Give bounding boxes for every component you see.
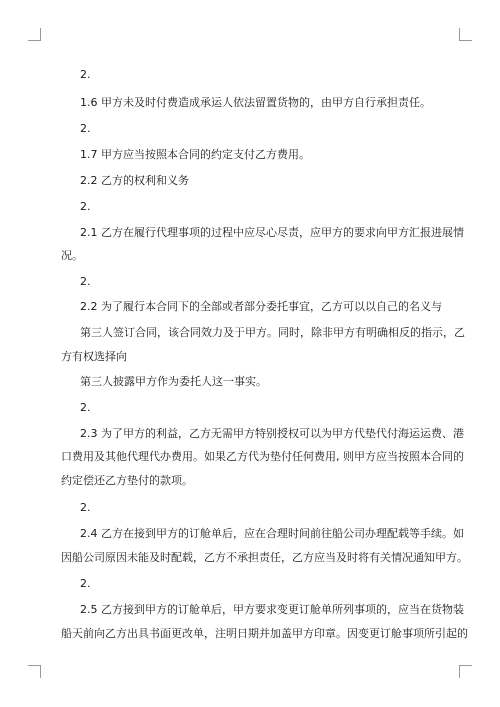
text-line: 2.: [80, 275, 91, 288]
text-line: 2.: [80, 122, 91, 135]
text-line: 2.5 乙方接到甲方的订舱单后，甲方要求变更订舱单所列事项的，应当在货物装: [80, 603, 464, 616]
text-line: 2.: [80, 577, 91, 590]
text-line: 2.2 乙方的权利和义务: [80, 174, 189, 187]
text-line: 2.: [80, 501, 91, 514]
text-line: 口费用及其他代理代办费用。如果乙方代为垫付任何费用, 则甲方应当按照本合同的: [61, 450, 464, 463]
text-line: 因船公司原因未能及时配载，乙方不承担责任，乙方应当及时将有关情况通知甲方。: [61, 551, 468, 564]
text-line: 船天前向乙方出具书面更改单，注明日期并加盖甲方印章。因变更订舱事项所引起的: [61, 627, 468, 640]
text-line: 2.2 为了履行本合同下的全部或者部分委托事宜，乙方可以以自己的名义与: [80, 300, 442, 313]
text-line: 2.4 乙方在接到甲方的订舱单后，应在合理时间前往船公司办理配载等手续。如: [80, 527, 464, 540]
text-line: 2.: [80, 68, 91, 81]
text-line: 第三人签订合同，该合同效力及于甲方。同时，除非甲方有明确相反的指示，乙: [80, 326, 465, 339]
crop-mark-bottom-left: [28, 665, 41, 678]
text-line: 2.: [80, 401, 91, 414]
crop-mark-top-right: [459, 28, 472, 41]
text-line: 2.: [80, 200, 91, 213]
text-line: 况。: [61, 249, 83, 262]
text-line: 方有权选择向: [61, 350, 127, 363]
text-line: 2.1 乙方在履行代理事项的过程中应尽心尽责，应甲方的要求向甲方汇报进展情: [80, 226, 464, 239]
text-line: 1.6 甲方未及时付费造成承运人依法留置货物的，由甲方自行承担责任。: [80, 96, 431, 109]
text-line: 2.3 为了甲方的利益，乙方无需甲方特别授权可以为甲方代垫代付海运运费、港: [80, 427, 464, 440]
text-line: 约定偿还乙方垫付的款项。: [61, 474, 193, 487]
crop-mark-top-left: [28, 28, 41, 41]
text-line: 1.7 甲方应当按照本合同的约定支付乙方费用。: [80, 148, 310, 161]
crop-mark-bottom-right: [459, 665, 472, 678]
text-line: 第三人披露甲方作为委托人这一事实。: [80, 375, 267, 388]
